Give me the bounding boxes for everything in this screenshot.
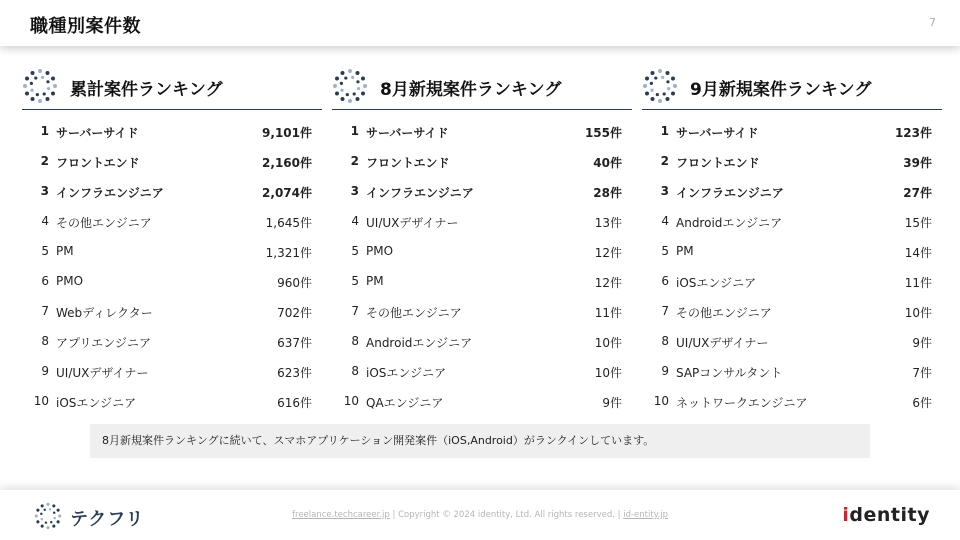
ranking-rank: 1: [40, 124, 49, 138]
dotted-circle-icon: [642, 68, 678, 104]
ranking-rank: 2: [40, 154, 49, 168]
ranking-count: 2,160件: [262, 156, 312, 170]
ranking-list: [642, 116, 942, 416]
ranking-row: [642, 236, 942, 266]
ranking-count: 623件: [277, 366, 312, 380]
column-title: 9月新規案件ランキング: [690, 80, 872, 100]
ranking-name: QAエンジニア: [366, 396, 444, 410]
ranking-row: [332, 266, 632, 296]
ranking-name: その他エンジニア: [366, 306, 462, 320]
ranking-name: iOSエンジニア: [56, 396, 137, 410]
identity-logo-i: i: [842, 504, 850, 526]
techcareer-link[interactable]: freelance.techcareer.jp: [292, 510, 390, 520]
separator: |: [392, 510, 396, 520]
ranking-rank: 10: [343, 394, 359, 408]
column-title: 累計案件ランキング: [70, 80, 223, 100]
ranking-name: アプリエンジニア: [56, 336, 151, 350]
ranking-rank: 8: [661, 334, 669, 348]
ranking-count: 9件: [602, 396, 622, 410]
ranking-count: 960件: [277, 276, 312, 290]
ranking-rank: 4: [661, 214, 669, 228]
ranking-row: [642, 116, 942, 146]
ranking-count: 2,074件: [262, 186, 312, 200]
ranking-name: PM: [366, 274, 384, 288]
ranking-row: [332, 326, 632, 356]
ranking-name: フロントエンド: [676, 156, 760, 170]
ranking-count: 702件: [277, 306, 312, 320]
ranking-row: [332, 176, 632, 206]
ranking-rank: 9: [661, 364, 669, 378]
ranking-rank: 5: [661, 244, 669, 258]
ranking-row: [22, 356, 322, 386]
ranking-name: PMO: [56, 274, 84, 288]
ranking-name: UI/UXデザイナー: [366, 216, 459, 230]
ranking-name: サーバーサイド: [366, 126, 449, 140]
ranking-name: iOSエンジニア: [676, 276, 757, 290]
ranking-column-cumulative: [22, 62, 322, 416]
ranking-rank: 1: [350, 124, 359, 138]
ranking-list: [22, 116, 322, 416]
techfuri-logo-text: テクフリ: [70, 509, 145, 530]
ranking-count: 9件: [912, 336, 932, 350]
ranking-name: その他エンジニア: [676, 306, 772, 320]
ranking-name: SAPコンサルタント: [676, 366, 783, 380]
ranking-name: Androidエンジニア: [676, 216, 783, 230]
ranking-rank: 7: [351, 304, 359, 318]
ranking-name: Androidエンジニア: [366, 336, 473, 350]
ranking-column-september: [642, 62, 942, 416]
ranking-name: サーバーサイド: [56, 126, 139, 140]
ranking-row: [332, 236, 632, 266]
ranking-rank: 4: [41, 214, 49, 228]
ranking-rank: 5: [351, 274, 359, 288]
separator: |: [617, 510, 621, 520]
ranking-row: [642, 326, 942, 356]
ranking-count: 39件: [903, 156, 932, 170]
slide-header: [0, 0, 960, 46]
column-title: 8月新規案件ランキング: [380, 80, 562, 100]
ranking-rank: 6: [41, 274, 49, 288]
ranking-row: [22, 266, 322, 296]
ranking-name: インフラエンジニア: [56, 186, 164, 200]
ranking-count: 27件: [903, 186, 932, 200]
ranking-row: [332, 146, 632, 176]
ranking-rank: 3: [40, 184, 49, 198]
ranking-name: UI/UXデザイナー: [676, 336, 769, 350]
ranking-count: 616件: [277, 396, 312, 410]
ranking-rank: 8: [351, 334, 359, 348]
copyright-text: Copyright © 2024 identity, Ltd. All rights reserved.: [398, 510, 615, 520]
ranking-row: [22, 296, 322, 326]
ranking-rank: 1: [660, 124, 669, 138]
ranking-count: 637件: [277, 336, 312, 350]
ranking-row: [332, 296, 632, 326]
ranking-count: 6件: [912, 396, 932, 410]
ranking-rank: 10: [653, 394, 669, 408]
ranking-column-august: [332, 62, 632, 416]
ranking-row: [642, 386, 942, 416]
ranking-name: ネットワークエンジニア: [676, 396, 808, 410]
ranking-count: 1,321件: [265, 246, 312, 260]
ranking-row: [22, 236, 322, 266]
ranking-row: [22, 176, 322, 206]
ranking-rank: 7: [41, 304, 49, 318]
page-title: 職種別案件数: [30, 16, 141, 37]
ranking-count: 13件: [594, 216, 622, 230]
summary-note: 8月新規案件ランキングに続いて、スマホアプリケーション開発案件（iOS,Android）がランクインしています。: [90, 424, 870, 458]
ranking-row: [22, 206, 322, 236]
slide-footer: [0, 490, 960, 540]
footer-copyright-line: [0, 510, 960, 520]
identity-link[interactable]: id-entity.jp: [623, 510, 668, 520]
ranking-count: 12件: [594, 276, 622, 290]
ranking-row: [22, 116, 322, 146]
identity-logo-rest: dentity: [849, 504, 930, 526]
ranking-name: サーバーサイド: [676, 126, 759, 140]
ranking-count: 10件: [594, 366, 622, 380]
ranking-row: [642, 296, 942, 326]
ranking-name: フロントエンド: [366, 156, 450, 170]
ranking-rank: 5: [351, 244, 359, 258]
column-header: [22, 62, 322, 110]
ranking-count: 7件: [912, 366, 932, 380]
column-header: [642, 62, 942, 110]
ranking-name: フロントエンド: [56, 156, 140, 170]
ranking-list: [332, 116, 632, 416]
ranking-row: [332, 356, 632, 386]
ranking-name: インフラエンジニア: [366, 186, 474, 200]
ranking-count: 123件: [894, 126, 932, 140]
ranking-row: [642, 206, 942, 236]
ranking-rank: 10: [33, 394, 49, 408]
page-number: 7: [929, 16, 936, 29]
ranking-rank: 3: [350, 184, 359, 198]
ranking-row: [642, 176, 942, 206]
ranking-row: [22, 326, 322, 356]
ranking-rank: 2: [350, 154, 359, 168]
ranking-rank: 6: [661, 274, 669, 288]
ranking-count: 10件: [594, 336, 622, 350]
ranking-rank: 8: [351, 364, 359, 378]
ranking-count: 1,645件: [265, 216, 312, 230]
ranking-name: PM: [676, 244, 694, 258]
ranking-count: 10件: [904, 306, 932, 320]
ranking-row: [642, 146, 942, 176]
ranking-rank: 3: [660, 184, 669, 198]
ranking-name: PM: [56, 244, 74, 258]
ranking-rank: 7: [661, 304, 669, 318]
identity-logo: [842, 504, 930, 526]
ranking-row: [22, 386, 322, 416]
ranking-rank: 4: [351, 214, 359, 228]
ranking-name: その他エンジニア: [56, 216, 152, 230]
ranking-rank: 9: [41, 364, 49, 378]
ranking-count: 11件: [904, 276, 932, 290]
column-header: [332, 62, 632, 110]
ranking-rank: 8: [41, 334, 49, 348]
ranking-count: 14件: [904, 246, 932, 260]
ranking-rank: 5: [41, 244, 49, 258]
ranking-row: [332, 386, 632, 416]
ranking-name: インフラエンジニア: [676, 186, 784, 200]
ranking-count: 11件: [594, 306, 622, 320]
ranking-count: 9,101件: [262, 126, 312, 140]
dotted-circle-icon: [332, 68, 368, 104]
ranking-count: 155件: [584, 126, 622, 140]
ranking-count: 15件: [904, 216, 932, 230]
ranking-count: 28件: [593, 186, 622, 200]
ranking-name: UI/UXデザイナー: [56, 366, 149, 380]
ranking-name: Webディレクター: [56, 306, 153, 320]
ranking-count: 12件: [594, 246, 622, 260]
ranking-name: PMO: [366, 244, 394, 258]
ranking-row: [642, 356, 942, 386]
ranking-row: [332, 116, 632, 146]
ranking-row: [642, 266, 942, 296]
ranking-name: iOSエンジニア: [366, 366, 447, 380]
dotted-circle-icon: [22, 68, 58, 104]
ranking-row: [22, 146, 322, 176]
ranking-row: [332, 206, 632, 236]
ranking-count: 40件: [593, 156, 622, 170]
ranking-rank: 2: [660, 154, 669, 168]
